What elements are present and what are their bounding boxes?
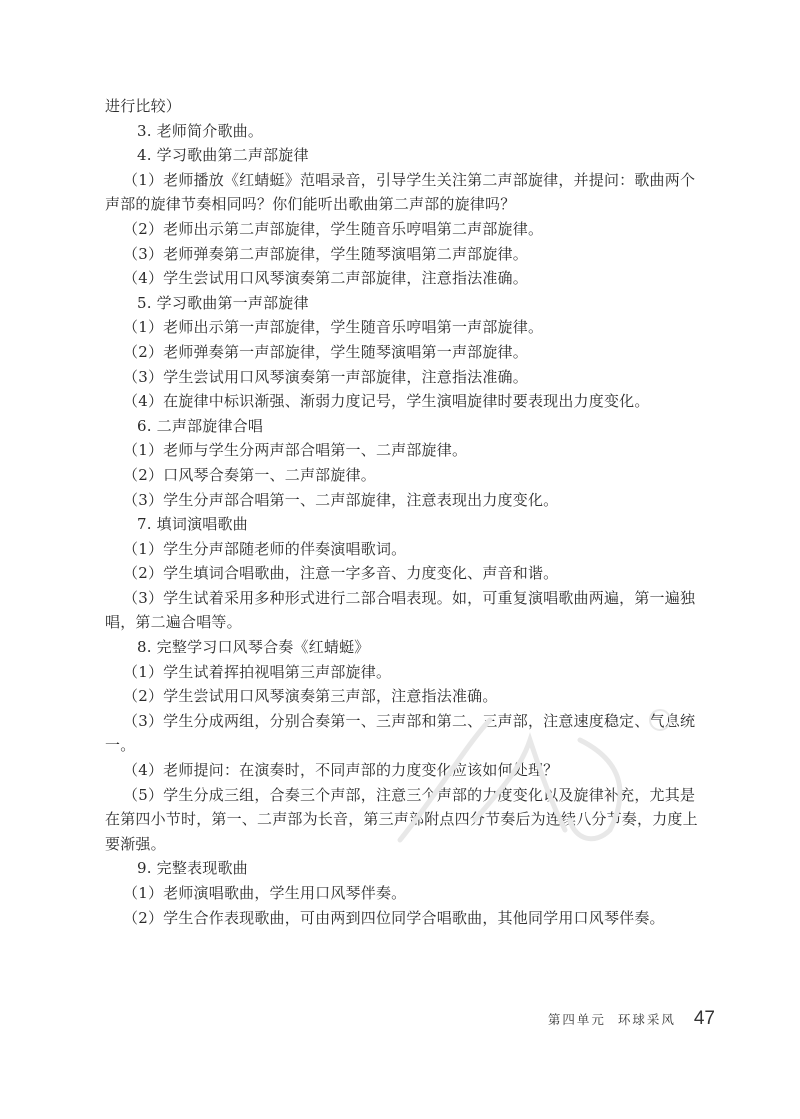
text-line: （3）学生分声部合唱第一、二声部旋律，注意表现出力度变化。	[123, 490, 559, 509]
text-line: （3）学生分成两组，分别合奏第一、三声部和第二、三声部，注意速度稳定、气息统	[123, 711, 696, 730]
section-heading: 7. 填词演唱歌曲	[137, 515, 248, 534]
text-line: 声部的旋律节奏相同吗？你们能听出歌曲第二声部的旋律吗？	[105, 195, 516, 214]
text-line: （2）学生合作表现歌曲，可由两到四位同学合唱歌曲，其他同学用口风琴伴奏。	[123, 908, 665, 927]
text-line: （1）老师与学生分两声部合唱第一、二声部旋律。	[123, 441, 468, 460]
text-line: （1）学生试着挥拍视唱第三声部旋律。	[123, 662, 392, 681]
page-number: 47	[693, 1008, 715, 1029]
text-line: （3）老师弹奏第二声部旋律，学生随琴演唱第二声部旋律。	[123, 244, 528, 263]
page-footer	[548, 1008, 715, 1030]
text-line: （4）老师提问：在演奏时，不同声部的力度变化应该如何处理？	[123, 761, 559, 780]
text-line: （5）学生分成三组，合奏三个声部，注意三个声部的力度变化以及旋律补充，尤其是	[123, 785, 696, 804]
text-line: 进行比较）	[105, 97, 182, 115]
text-line: （2）老师出示第二声部旋律，学生随音乐哼唱第二声部旋律。	[123, 219, 544, 238]
text-line: （3）学生试着采用多种形式进行二部合唱表现。如，可重复演唱歌曲两遍，第一遍独	[123, 588, 696, 607]
text-line: （1）老师出示第一声部旋律，学生随音乐哼唱第一声部旋律。	[123, 318, 544, 337]
text-line: （2）口风琴合奏第一、二声部旋律。	[123, 465, 376, 484]
section-heading: 3. 老师简介歌曲。	[137, 121, 264, 140]
section-heading: 9. 完整表现歌曲	[137, 859, 248, 878]
section-heading: 5. 学习歌曲第一声部旋律	[137, 293, 309, 312]
unit-title: 环球采风	[617, 1012, 676, 1027]
section-heading: 8. 完整学习口风琴合奏《红蜻蜓》	[137, 638, 370, 657]
body-text	[105, 94, 698, 930]
text-line: 要渐强。	[105, 834, 166, 853]
text-line: 唱，第二遍合唱等。	[105, 613, 242, 632]
section-heading: 4. 学习歌曲第二声部旋律	[137, 146, 309, 165]
section-heading: 6. 二声部旋律合唱	[137, 416, 264, 435]
text-line: （1）老师演唱歌曲，学生用口风琴伴奏。	[123, 884, 407, 902]
text-line: 一。	[105, 736, 136, 755]
text-line: （4）在旋律中标识渐强、渐弱力度记号，学生演唱旋律时要表现出力度变化。	[123, 392, 650, 411]
text-line: （1）老师播放《红蜻蜓》范唱录音，引导学生关注第二声部旋律，并提问：歌曲两个	[123, 170, 696, 189]
text-line: （2）学生填词合唱歌曲，注意一字多音、力度变化、声音和谐。	[123, 564, 559, 583]
text-line: 在第四小节时，第一、二声部为长音，第三声部附点四分节奏后为连续八分节奏，力度上	[105, 810, 698, 829]
text-line: （4）学生尝试用口风琴演奏第二声部旋律，注意指法准确。	[123, 269, 528, 288]
text-line: （1）学生分声部随老师的伴奏演唱歌词。	[123, 539, 407, 558]
text-line: （2）老师弹奏第一声部旋律，学生随琴演唱第一声部旋律。	[123, 342, 528, 361]
text-line: （2）学生尝试用口风琴演奏第三声部，注意指法准确。	[123, 687, 498, 706]
unit-label: 第四单元	[547, 1012, 606, 1027]
text-line: （3）学生尝试用口风琴演奏第一声部旋律，注意指法准确。	[123, 367, 528, 386]
